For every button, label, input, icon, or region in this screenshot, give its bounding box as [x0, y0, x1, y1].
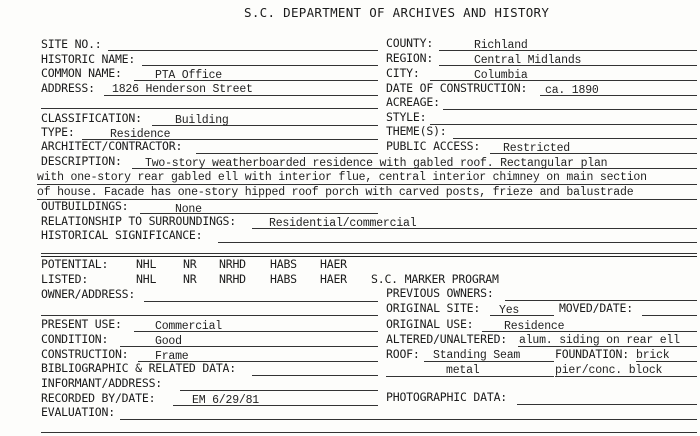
construction-label: CONSTRUCTION:: [41, 347, 129, 361]
site-no-label: SITE NO.:: [41, 37, 102, 51]
roof-label: ROOF:: [386, 347, 420, 361]
common-name-value: PTA Office: [155, 69, 223, 82]
type-label: TYPE:: [41, 125, 75, 139]
foundation-value-2: pier/conc. block: [555, 364, 663, 377]
evaluation-line-2: [41, 432, 697, 433]
relationship-label: RELATIONSHIP TO SURROUNDINGS:: [41, 214, 236, 228]
acreage-line: [443, 109, 697, 110]
region-label: REGION:: [386, 51, 434, 65]
photographic-line: [517, 404, 697, 405]
site-no-line: [108, 50, 378, 51]
original-use-value: Residence: [504, 320, 565, 333]
condition-value: Good: [155, 335, 182, 348]
altered-label: ALTERED/UNALTERED:: [386, 332, 508, 346]
city-label: CITY:: [386, 66, 420, 80]
bibliographic-line: [252, 375, 378, 376]
owner-address-label: OWNER/ADDRESS:: [41, 287, 136, 301]
description-text-1: Two-story weatherboarded residence with gabled roof. Rectangular plan: [145, 157, 608, 170]
address-label: ADDRESS:: [41, 81, 95, 95]
description-text-2: with one-story rear gabled ell with interior flue, central interior chimney on main section: [37, 171, 647, 184]
potential-habs: HABS: [270, 257, 297, 271]
moved-date-line: [642, 315, 697, 316]
informant-line: [180, 390, 378, 391]
marker-program-label: S.C. MARKER PROGRAM: [371, 272, 499, 286]
potential-nr: NR: [183, 257, 197, 271]
historic-name-line: [142, 65, 378, 66]
listed-nrhd: NRHD: [219, 272, 246, 286]
listed-haer: HAER: [320, 272, 347, 286]
recorded-by-label: RECORDED BY/DATE:: [41, 391, 156, 405]
foundation-value-1: brick: [636, 349, 670, 362]
themes-label: THEME(S):: [386, 124, 447, 138]
roof-value-1: Standing Seam: [433, 349, 521, 362]
historic-name-label: HISTORIC NAME:: [41, 52, 136, 66]
public-access-value: Restricted: [503, 142, 571, 155]
potential-nhl: NHL: [136, 257, 157, 271]
county-label: COUNTY:: [386, 36, 434, 50]
date-construction-value: ca. 1890: [545, 84, 599, 97]
description-text-3: of house. Facade has one-story hipped roof porch with carved posts, frieze and balustrade: [37, 186, 634, 199]
listed-nr: NR: [183, 272, 197, 286]
moved-date-label: MOVED/DATE:: [559, 301, 633, 315]
classification-label: CLASSIFICATION:: [41, 111, 142, 125]
altered-value: alum. siding on rear ell: [519, 334, 680, 347]
date-construction-label: DATE OF CONSTRUCTION:: [386, 81, 528, 95]
classification-value: Building: [175, 114, 229, 127]
present-use-value: Commercial: [155, 320, 223, 333]
historical-significance-line-2: [41, 253, 697, 254]
historical-significance-line-1: [218, 242, 697, 243]
county-value: Richland: [474, 39, 528, 52]
outbuildings-label: OUTBUILDINGS:: [41, 199, 129, 213]
form-title: S.C. DEPARTMENT OF ARCHIVES AND HISTORY: [244, 5, 550, 20]
construction-value: Frame: [155, 350, 189, 363]
themes-line: [453, 138, 697, 139]
recorded-by-value: EM 6/29/81: [192, 394, 260, 407]
foundation-line: [636, 361, 697, 362]
condition-label: CONDITION:: [41, 332, 109, 346]
style-label: STYLE:: [386, 110, 427, 124]
outbuildings-value: None: [175, 203, 202, 216]
photographic-label: PHOTOGRAPHIC DATA:: [386, 390, 508, 404]
original-site-value: Yes: [499, 304, 520, 317]
architect-label: ARCHITECT/CONTRACTOR:: [41, 139, 183, 153]
original-use-label: ORIGINAL USE:: [386, 317, 474, 331]
foundation-line-2: [555, 376, 697, 377]
bibliographic-label: BIBLIOGRAPHIC & RELATED DATA:: [41, 361, 236, 375]
acreage-label: ACREAGE:: [386, 95, 440, 109]
region-value: Central Midlands: [474, 54, 582, 67]
common-name-label: COMMON NAME:: [41, 66, 122, 80]
previous-owners-label: PREVIOUS OWNERS:: [386, 286, 494, 300]
listed-habs: HABS: [270, 272, 297, 286]
style-line: [430, 124, 697, 125]
historical-significance-label: HISTORICAL SIGNIFICANCE:: [41, 228, 203, 242]
informant-label: INFORMANT/ADDRESS:: [41, 376, 163, 390]
listed-nhl: NHL: [136, 272, 157, 286]
architect-line: [196, 153, 378, 154]
potential-haer: HAER: [320, 257, 347, 271]
city-value: Columbia: [474, 69, 528, 82]
evaluation-label: EVALUATION:: [41, 405, 115, 419]
owner-address-line: [144, 301, 378, 302]
foundation-label: FOUNDATION:: [555, 347, 629, 361]
address-second-line: [41, 108, 378, 109]
roof-value-2: metal: [446, 364, 480, 377]
roof-line-2: [386, 376, 554, 377]
potential-nrhd: NRHD: [219, 257, 246, 271]
description-line-3: [37, 199, 697, 200]
original-site-label: ORIGINAL SITE:: [386, 301, 481, 315]
listed-label: LISTED:: [41, 272, 89, 286]
owner-address-line-2: [41, 315, 378, 316]
present-use-label: PRESENT USE:: [41, 317, 122, 331]
potential-label: POTENTIAL:: [41, 257, 109, 271]
type-value: Residence: [110, 128, 171, 141]
relationship-value: Residential/commercial: [269, 217, 417, 230]
address-value: 1826 Henderson Street: [112, 83, 253, 96]
description-line-2: [37, 184, 697, 185]
evaluation-line-1: [120, 419, 697, 420]
description-label: DESCRIPTION:: [41, 154, 122, 168]
public-access-label: PUBLIC ACCESS:: [386, 139, 481, 153]
